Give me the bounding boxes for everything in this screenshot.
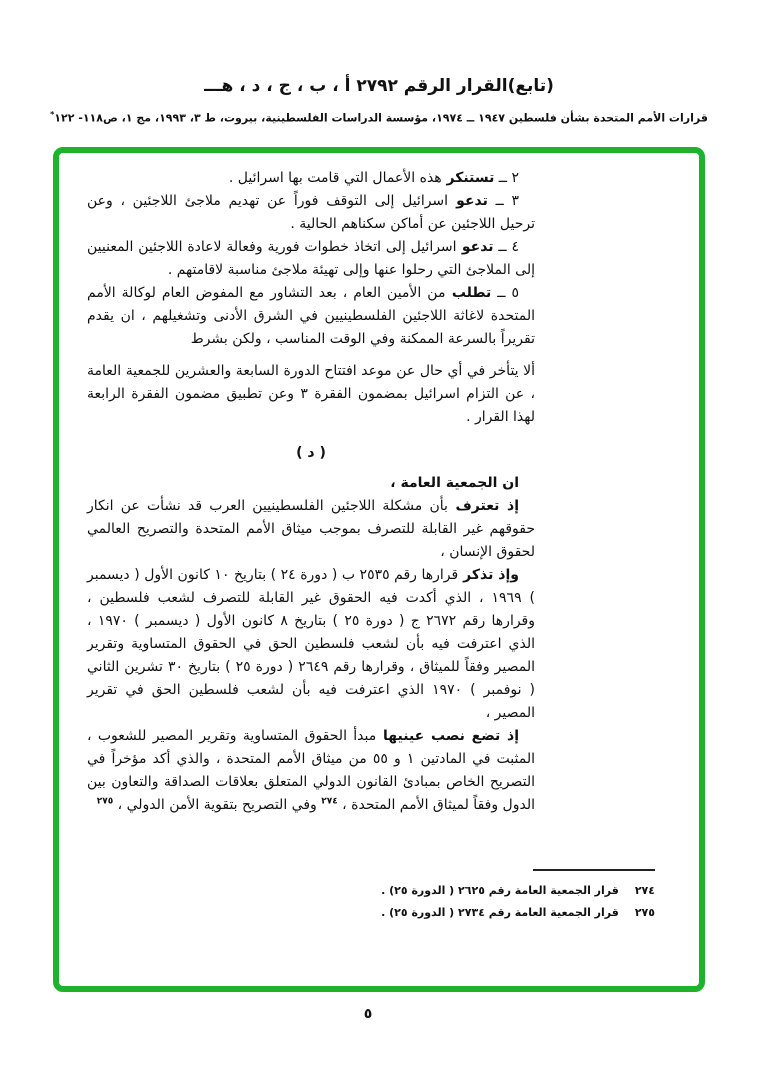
paragraph-bearing-in-mind	[87, 725, 535, 817]
section-heading-daal: ( د )	[296, 445, 326, 461]
footnotes-block	[119, 869, 655, 924]
item-number: ٢ ــ	[494, 170, 519, 186]
footnote-ref-275: ٢٧٥	[96, 796, 114, 807]
item-lead-word: تدعو	[456, 239, 494, 255]
source-citation-star: *	[50, 110, 55, 119]
item-number: ٥ ــ	[491, 285, 519, 301]
item-text: قرارها رقم ٢٥٣٥ ب ( دورة ٢٤ ) بتاريخ ١٠ كانون الأول ( ديسمبر ) ١٩٦٩ ، الذي أكدت فيه الحقوق غير القابلة للتصرف لشعب فلسطين ، وقرارها رقم ٢٦٧٢ ج ( دورة ٢٥ ) بتاريخ ٨ كانون الأول ( ديسمبر ) ١٩٧٠ ، الذي اعترفت فيه بأن لشعب فلسطين الحق في الحقوق المتساوية وتقرير المصير وفقاً للميثاق ، وقرارها رقم ٢٦٤٩ ( دورة ٢٥ ) بتاريخ ٣٠ تشرين الثاني ( نوفمبر ) ١٩٧٠ الذي اعترفت فيه بأن لشعب فلسطين الحق في تقرير المصير ،	[87, 567, 536, 721]
paragraph-item-4	[87, 236, 535, 282]
paragraph-recalling	[87, 564, 535, 725]
item-lead-word: إذ تضع نصب عينيها	[376, 728, 519, 744]
paragraph-item-3	[87, 190, 535, 236]
footnote-275	[119, 902, 655, 924]
paragraph-continuation	[87, 360, 535, 429]
footnote-ref-274: ٢٧٤	[321, 796, 338, 807]
footnote-number: ٢٧٤	[634, 884, 655, 897]
footnote-274	[119, 880, 655, 902]
item-text: ألا يتأخر في أي حال عن موعد افتتاح الدورة السابعة والعشرين للجمعية العامة ، عن التزام اسرائيل بمضمون الفقرة ٣ وعن تطبيق مضمون الفقرة الرابعة لهذا القرار .	[87, 363, 535, 425]
paragraph-item-5	[87, 282, 535, 351]
item-lead-word: وإذ تذكر	[458, 567, 519, 583]
item-text: من الأمين العام ، بعد التشاور مع المفوض العام لوكالة الأمم المتحدة لاغاثة اللاجئين الفلسطينيين في الشرق الأدنى وتشغيلهم ، ان يقدم تقريراً بالسرعة الممكنة وفي الوقت المناسب ، ولكن بشرط	[87, 285, 535, 347]
item-text: اسرائيل إلى التوقف فوراً عن تهديم ملاجئ اللاجئين ، وعن ترحيل اللاجئين عن أماكن سكناهم الحالية .	[87, 193, 535, 232]
footnote-separator	[533, 869, 655, 871]
resolution-header-title: (تابع)القرار الرقم ٢٧٩٢ أ ، ب ، ج ، د ، هـــ	[204, 76, 554, 96]
footnote-number: ٢٧٥	[634, 906, 655, 919]
resolution-body	[87, 167, 535, 817]
item-text: اسرائيل إلى اتخاذ خطوات فورية وفعالة لاعادة اللاجئين المعنيين إلى الملاجئ التي رحلوا عنها وإلى تهيئة ملاجئ مناسبة لاقامتهم .	[87, 239, 535, 278]
item-lead-word: ان الجمعية العامة ،	[390, 475, 519, 491]
item-lead-word: تستنكر	[441, 170, 495, 186]
item-number: ٣ ــ	[487, 193, 519, 209]
footnote-text: قرار الجمعية العامة رقم ٢٧٣٤ ( الدورة ٢٥) .	[381, 906, 619, 919]
paragraph-recognizing	[87, 495, 535, 564]
item-text: بأن مشكلة اللاجئين الفلسطينيين العرب قد نشأت عن انكار حقوقهم غير القابلة للتصرف بموجب ميثاق الأمم المتحدة والتصريح العالمي لحقوق الإنسان ،	[87, 498, 535, 560]
item-lead-word: تطلب	[445, 285, 492, 301]
item-number: ٤ ــ	[493, 239, 520, 255]
paragraph-assembly	[87, 472, 535, 495]
item-text: وفي التصريح بتقوية الأمن الدولي ،	[113, 797, 322, 813]
source-citation-text: قرارات الأمم المتحدة بشأن فلسطين ١٩٤٧ ــ ١٩٧٤، مؤسسة الدراسات الفلسطينية، بيروت، ط ٣، ١٩٩٣، مج ١، ص١١٨- ١٢٢	[54, 111, 708, 125]
item-lead-word: إذ تعترف	[447, 498, 520, 514]
paragraph-item-2	[87, 167, 535, 190]
document-frame	[53, 147, 705, 992]
page-number: ٥	[363, 1006, 373, 1022]
item-lead-word: تدعو	[448, 193, 488, 209]
item-text: مبدأ الحقوق المتساوية وتقرير المصير للشعوب ، المثبت في المادتين ١ و ٥٥ من ميثاق الأمم المتحدة ، والذي أكد مؤخراً في التصريح الخاص بمبادئ القانون الدولي المتعلق بعلاقات الصداقة والتعاون بين الدول وفقاً لميثاق الأمم المتحدة ،	[87, 728, 535, 813]
resolution-header-source	[0, 110, 758, 125]
footnote-text: قرار الجمعية العامة رقم ٢٦٢٥ ( الدورة ٢٥) .	[381, 884, 619, 897]
item-text: هذه الأعمال التي قامت بها اسرائيل .	[228, 170, 442, 186]
